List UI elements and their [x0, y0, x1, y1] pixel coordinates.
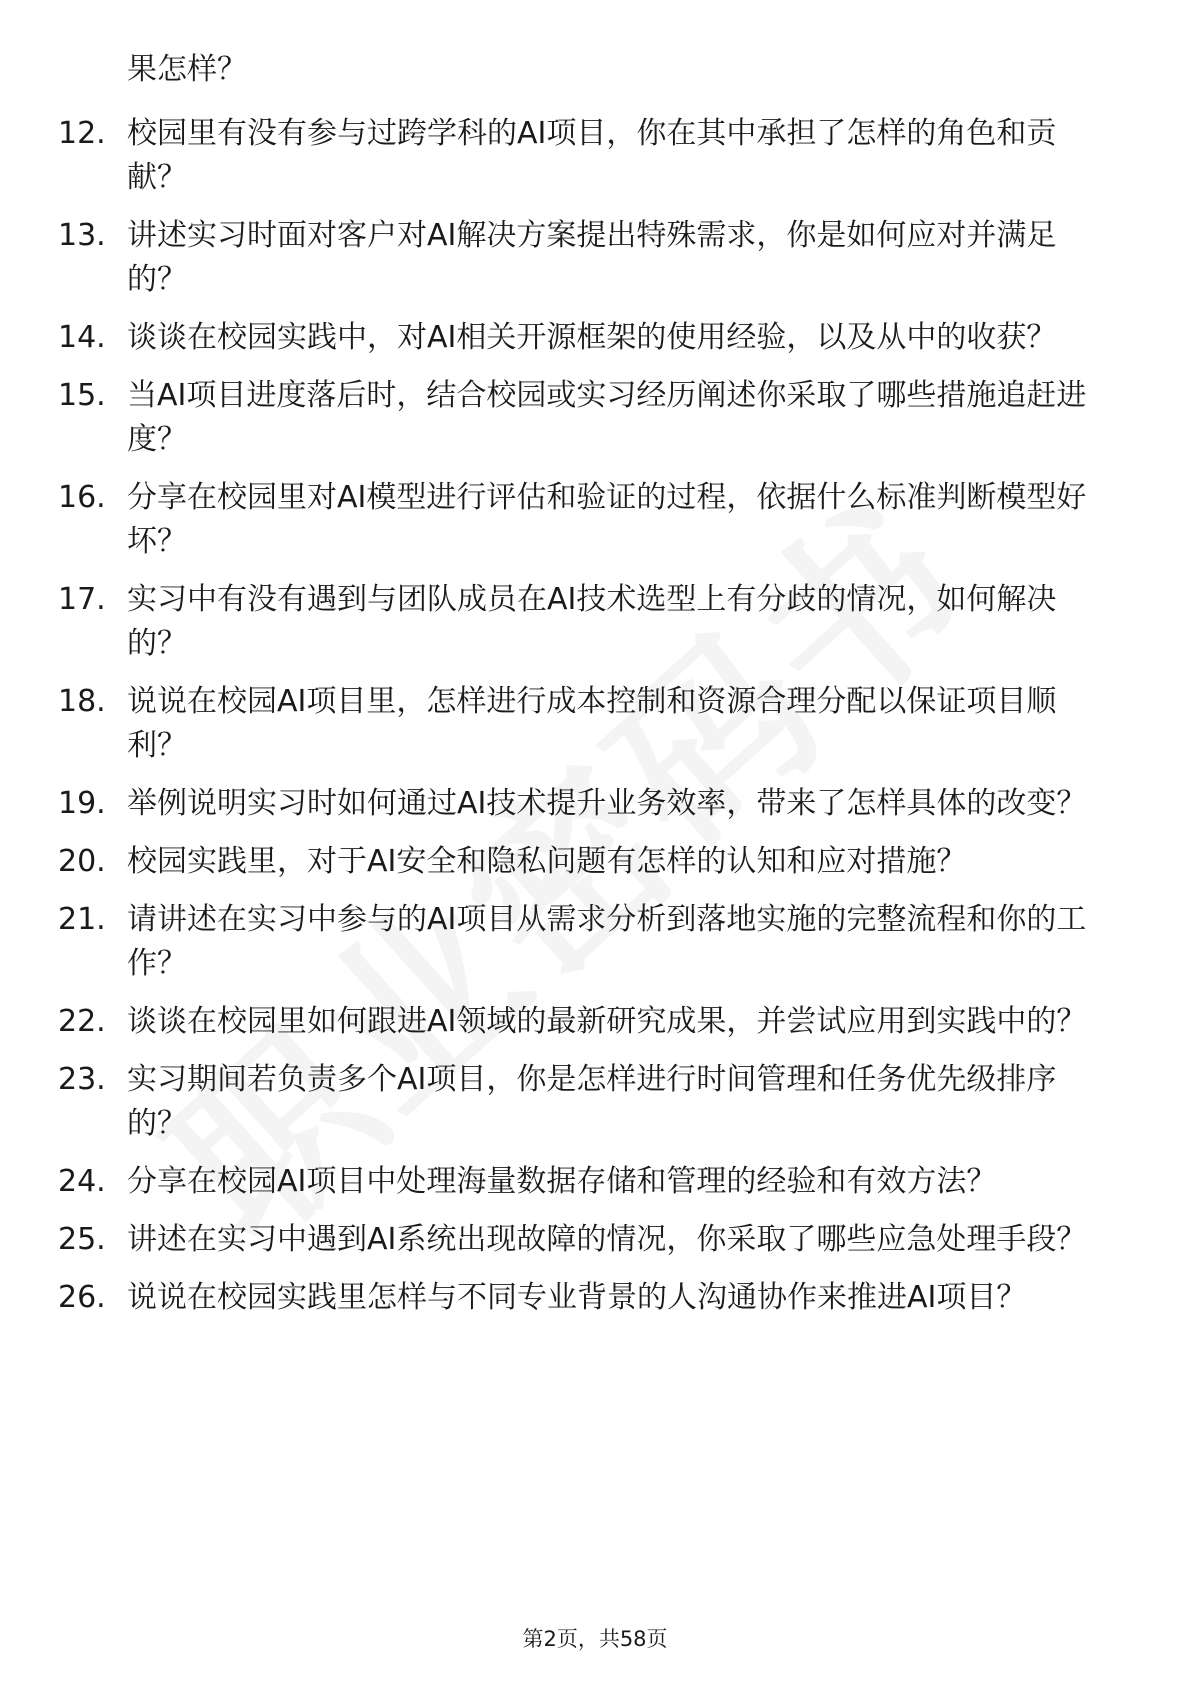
question-item	[0, 112, 1190, 200]
page-footer	[0, 1624, 1190, 1654]
question-number: 16.	[58, 480, 106, 515]
question-text: 请讲述在实习中参与的AI项目从需求分析到落地实施的完整流程和你的工作？	[127, 902, 1087, 981]
question-item	[0, 476, 1190, 564]
question-number: 25.	[58, 1222, 106, 1257]
question-text: 举例说明实习时如何通过AI技术提升业务效率，带来了怎样具体的改变？	[127, 786, 1087, 821]
question-text: 谈谈在校园实践中，对AI相关开源框架的使用经验，以及从中的收获？	[127, 320, 1057, 355]
question-number: 19.	[58, 786, 106, 821]
question-item	[0, 316, 1190, 360]
question-number: 14.	[58, 320, 106, 355]
continuation-text: 果怎样？	[127, 52, 247, 87]
question-number: 26.	[58, 1280, 106, 1315]
question-item	[0, 214, 1190, 302]
question-item	[0, 782, 1190, 826]
question-text: 讲述在实习中遇到AI系统出现故障的情况，你采取了哪些应急处理手段？	[127, 1222, 1087, 1257]
question-number: 15.	[58, 378, 106, 413]
question-number: 12.	[58, 116, 106, 151]
question-item	[0, 1276, 1190, 1320]
question-item	[0, 1218, 1190, 1262]
question-number: 24.	[58, 1164, 106, 1199]
question-text: 谈谈在校园里如何跟进AI领域的最新研究成果，并尝试应用到实践中的？	[127, 1004, 1087, 1039]
question-item	[0, 680, 1190, 768]
question-text: 说说在校园AI项目里，怎样进行成本控制和资源合理分配以保证项目顺利？	[127, 684, 1057, 763]
page-number: 第2页，共58页	[522, 1627, 668, 1651]
question-list	[0, 112, 1190, 1334]
question-text: 校园实践里，对于AI安全和隐私问题有怎样的认知和应对措施？	[127, 844, 967, 879]
question-item	[0, 898, 1190, 986]
question-text: 当AI项目进度落后时，结合校园或实习经历阐述你采取了哪些措施追赶进度？	[127, 378, 1087, 457]
question-number: 20.	[58, 844, 106, 879]
question-item	[0, 840, 1190, 884]
question-text: 说说在校园实践里怎样与不同专业背景的人沟通协作来推进AI项目？	[127, 1280, 1027, 1315]
question-text: 实习期间若负责多个AI项目，你是怎样进行时间管理和任务优先级排序的？	[127, 1062, 1057, 1141]
question-item	[0, 1160, 1190, 1204]
question-item	[0, 1058, 1190, 1146]
question-number: 18.	[58, 684, 106, 719]
question-item	[0, 374, 1190, 462]
question-text: 校园里有没有参与过跨学科的AI项目，你在其中承担了怎样的角色和贡献？	[127, 116, 1057, 195]
question-text: 实习中有没有遇到与团队成员在AI技术选型上有分歧的情况，如何解决的？	[127, 582, 1057, 661]
question-number: 13.	[58, 218, 106, 253]
question-text: 讲述实习时面对客户对AI解决方案提出特殊需求，你是如何应对并满足的？	[127, 218, 1057, 297]
question-number: 23.	[58, 1062, 106, 1097]
question-item	[0, 578, 1190, 666]
question-number: 22.	[58, 1004, 106, 1039]
question-item	[0, 1000, 1190, 1044]
question-text: 分享在校园里对AI模型进行评估和验证的过程，依据什么标准判断模型好坏？	[127, 480, 1087, 559]
question-number: 21.	[58, 902, 106, 937]
question-number: 17.	[58, 582, 106, 617]
question-text: 分享在校园AI项目中处理海量数据存储和管理的经验和有效方法？	[127, 1164, 997, 1199]
